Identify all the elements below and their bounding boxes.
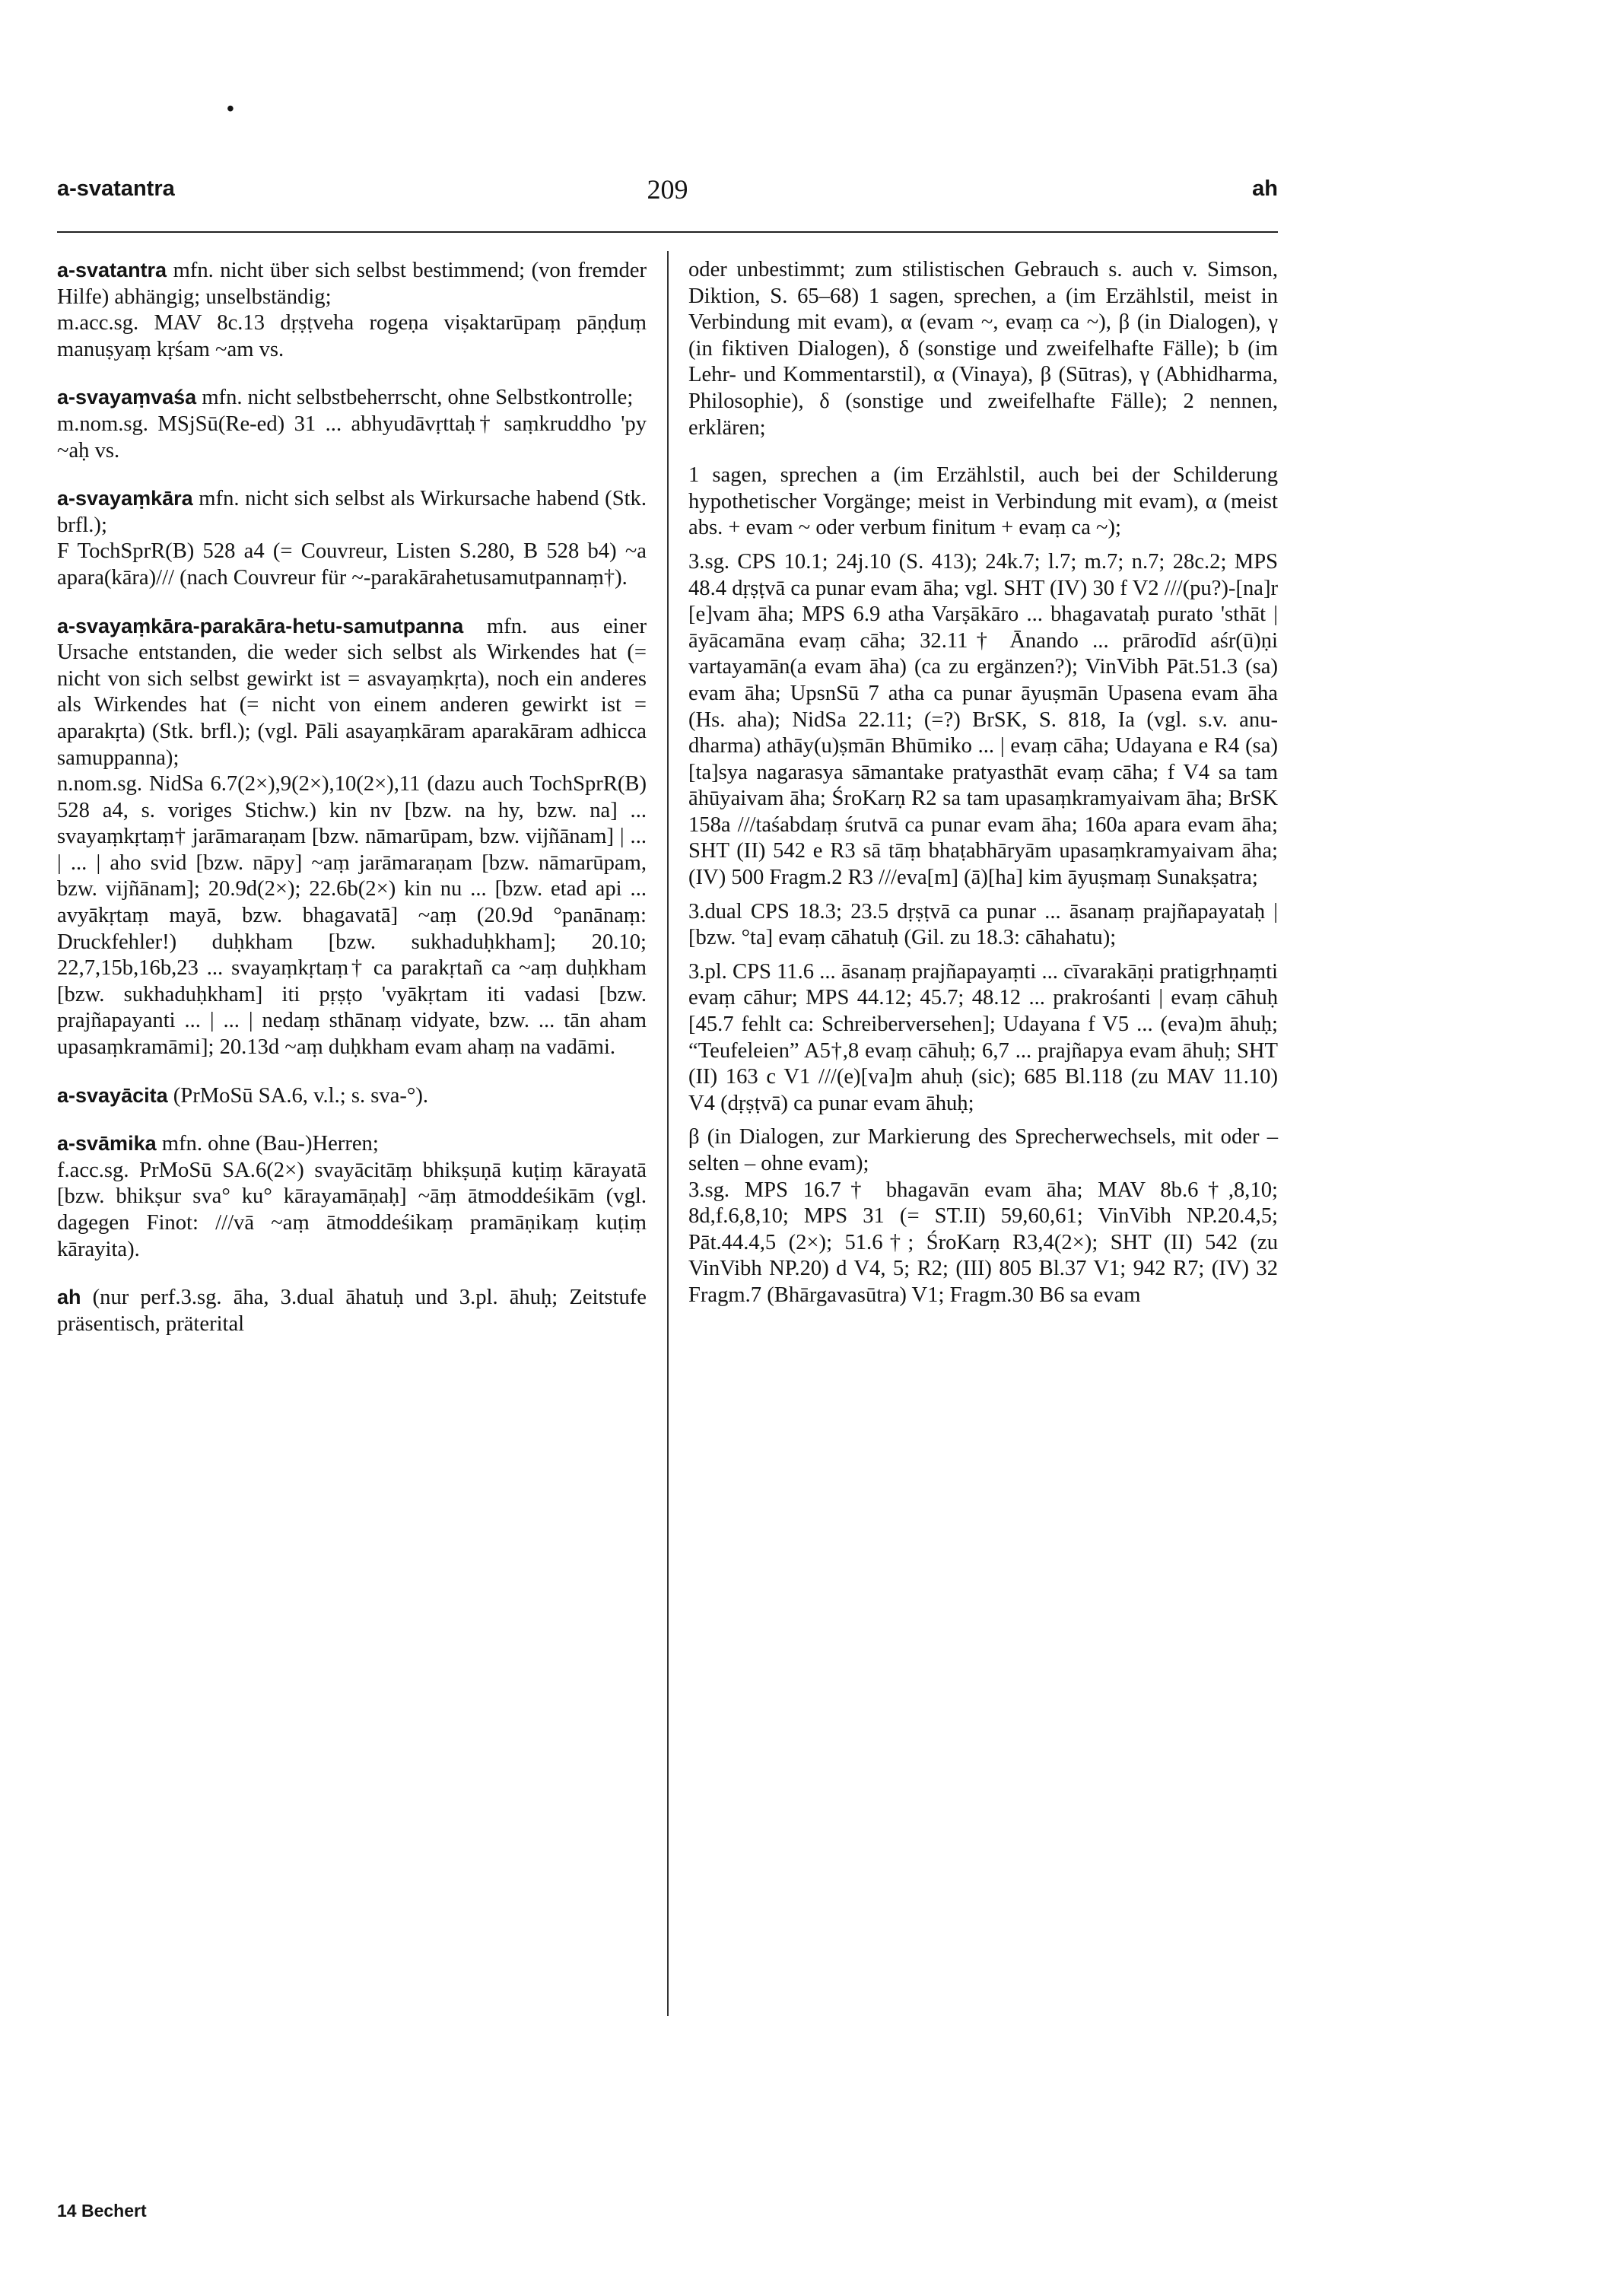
entry-text: mfn. ohne (Bau-)Herren; xyxy=(156,1132,379,1156)
entry-paragraph xyxy=(57,539,647,591)
entry-text: mfn. aus einer Ursache entstanden, die weder sich selbst als Wirkendes hat (= nicht von sich selbst gewirkt ist = asvayaṃkṛta), noch ein anderes als Wirkendes hat (= nicht von einem anderen gewirkt ist = aparakṛta) (Stk. brfl.); (vgl. Pāli asayaṃkāram aparakāram adhicca samuppanna); xyxy=(57,614,647,770)
entry-paragraph xyxy=(688,463,1278,542)
entry-headword: a-svayaṃvaśa xyxy=(57,386,197,409)
header-rule xyxy=(57,231,1278,233)
right-column xyxy=(688,257,1278,1309)
entry-text: m.nom.sg. MSjSū(Re-ed) 31 ... abhyudāvṛttaḥ† saṃkruddho 'py ~aḥ vs. xyxy=(57,412,647,463)
entry-paragraph xyxy=(57,412,647,464)
entry-headword: a-svāmika xyxy=(57,1132,157,1156)
entry-paragraph xyxy=(57,1284,647,1337)
entry-paragraph xyxy=(688,899,1278,952)
entry-paragraph xyxy=(57,384,647,412)
entry-text: 3.dual CPS 18.3; 23.5 dṛṣṭvā ca punar ... āsanaṃ prajñapayataḥ | [bzw. °ta] evaṃ cāhatuḥ (Gil. zu 18.3: cāhahatu); xyxy=(688,899,1278,950)
entry-headword: ah xyxy=(57,1286,81,1309)
entry-text: f.acc.sg. PrMoSū SA.6(2×) svayācitāṃ bhikṣuṇā kuṭiṃ kārayatā [bzw. bhikṣur sva° ku° kārayamāṇaḥ] ~āṃ ātmoddeśikām (vgl. dagegen Finot: ///vā ~aṃ ātmoddeśikaṃ pramāṇikaṃ kuṭiṃ kārayita). xyxy=(57,1158,647,1261)
entry-paragraph xyxy=(688,1124,1278,1177)
entry-text: n.nom.sg. NidSa 6.7(2×),9(2×),10(2×),11 (dazu auch TochSprR(B) 528 a4, s. voriges Stichw.) kin nv [bzw. na hy, bzw. na] ... svayaṃkṛtaṃ† jarāmaraṇam [bzw. nāmarūpam, bzw. vijñānam] | ... | ... | aho svid [bzw. nāpy] ~aṃ jarāmaraṇam [bzw. nāmarūpam, bzw. vijñānam]; 20.9d(2×); 22.6b(2×) kin nu ... [bzw. etad api ... avyākṛtaṃ mayā, bzw. bhagavatā] ~aṃ (20.9d °panānaṃ: Druckfehler!) duḥkham [bzw. sukhaduḥkham]; 20.10; 22,7,15b,16b,23 ... svayaṃkṛtaṃ† ca parakṛtañ ca ~aṃ duḥkham [bzw. sukhaduḥkham] iti pṛṣṭo 'vyākṛtam iti vadasi [bzw. prajñapayanti ... | ... | nedaṃ sthānaṃ vidyate, bzw. ... tān aham upasaṃkramāmi]; 20.13d ~aṃ duḥkham evam ahaṃ na vadāmi. xyxy=(57,772,647,1060)
entry-headword: a-svayaṃkāra xyxy=(57,487,193,510)
column-divider xyxy=(667,251,669,2016)
entry-text: (PrMoSū SA.6, v.l.; s. sva-°). xyxy=(167,1083,429,1108)
entry-paragraph xyxy=(688,959,1278,1117)
entry-paragraph xyxy=(57,1130,647,1158)
page-number: 209 xyxy=(647,174,688,205)
entry-headword: a-svayaṃkāra-parakāra-hetu-samutpanna xyxy=(57,614,464,637)
header-right-headword: ah xyxy=(1252,176,1278,201)
top-mark: • xyxy=(227,97,234,121)
header-left-headword: a-svatantra xyxy=(57,176,175,201)
entry-paragraph xyxy=(57,257,647,310)
entry-text: 1 sagen, sprechen a (im Erzählstil, auch bei der Schilderung hypothetischer Vorgänge; meist in Verbindung mit evam), α (meist abs. + evam ~ oder verbum finitum + evaṃ ca ~); xyxy=(688,463,1278,540)
entry-text: 3.sg. MPS 16.7† bhagavān evam āha; MAV 8b.6†,8,10; 8d,f.6,8,10; MPS 31 (= ST.II) 59,60,61; VinVibh NP.20.4,5; Pāt.44.4,5 (2×); 51.6†; ŚroKarṇ R3,4(2×); SHT (II) 542 (zu VinVibh NP.20) d V4, 5; R2; (III) 805 Bl.37 V1; 942 R7; (IV) 32 Fragm.7 (Bhārgavasūtra) V1; Fragm.30 B6 sa evam xyxy=(688,1178,1278,1307)
entry-paragraph xyxy=(57,1083,647,1110)
entry-text: oder unbestimmt; zum stilistischen Gebrauch s. auch v. Simson, Diktion, S. 65–68) 1 sagen, sprechen, a (im Erzählstil, meist in Verbindung mit evam), α (evam ~, evaṃ ca ~), β (in Dialogen), γ (in fiktiven Dialogen), δ (sonstige und zweifelhafte Fälle); b (im Lehr- und Kommentarstil), α (Vinaya), β (Sūtras), γ (Abhidharma, Philosophie), δ (sonstige und zweifelhafte Fälle); 2 nennen, erklären; xyxy=(688,258,1278,440)
entry-text: mfn. nicht selbstbeherrscht, ohne Selbstkontrolle; xyxy=(196,386,634,410)
entry-paragraph xyxy=(57,613,647,772)
entry-paragraph xyxy=(57,485,647,539)
entry-paragraph xyxy=(688,257,1278,441)
entry-text: F TochSprR(B) 528 a4 (= Couvreur, Listen S.280, B 528 b4) ~a apara(kāra)/// (nach Couvreur für ~-parakārahetusamutpannaṃ†). xyxy=(57,539,647,590)
entry-text: β (in Dialogen, zur Markierung des Sprecherwechsels, mit oder – selten – ohne evam); xyxy=(688,1125,1278,1175)
entry-headword: a-svayācita xyxy=(57,1083,168,1107)
entry-paragraph xyxy=(688,1178,1278,1309)
entry-paragraph xyxy=(57,1158,647,1263)
entry-text: (nur perf.3.sg. āha, 3.dual āhatuḥ und 3.pl. āhuḥ; Zeitstufe präsentisch, präterital xyxy=(57,1286,647,1336)
running-header xyxy=(57,176,1278,215)
entry-text: 3.sg. CPS 10.1; 24j.10 (S. 413); 24k.7; l.7; m.7; n.7; 28c.2; MPS 48.4 dṛṣṭvā ca punar evam āha; vgl. SHT (IV) 30 f V2 ///(pu?)-[na]r [e]vam āha; MPS 6.9 atha Varṣākāro ... bhagavataḥ purato 'sthāt | āyācamāna evaṃ cāha; 32.11† Ānando ... prārodīd aśr(ū)ṇi vartayamān(a evam āha) (ca zu ergänzen?); VinVibh Pāt.51.3 (sa) evam āha; UpsnSū 7 atha ca punar āyuṣmān Upasena evam āha (Hs. aha); NidSa 22.11; (=?) BrSK, S. 818, Ia (vgl. s.v. anu-dharma) athāy(u)ṣmān Bhūmiko ... | evaṃ cāha; Udayana e R4 (sa) [ta]sya nagarasya sāmantake pratyasthāt evaṃ cāha; f V4 sa tam āhūyaivam āha; ŚroKarṇ R2 sa tam upasaṃkramyaivam āha; BrSK 158a ///taśabdaṃ śrutvā ca punar evam āha; 160a apara evam āha; SHT (II) 542 e R3 sā tāṃ bhaṭabhāryām upasaṃkramyaivam āha; (IV) 500 Fragm.2 R3 ///eva[m] (ā)[ha] kim āyuṣmaṃ Sunakṣatra; xyxy=(688,549,1278,890)
entry-paragraph xyxy=(57,310,647,363)
footer-signature: 14 Bechert xyxy=(57,2201,147,2221)
left-column xyxy=(57,257,647,1337)
entry-headword: a-svatantra xyxy=(57,259,167,281)
entry-paragraph xyxy=(57,771,647,1061)
entry-text: mfn. nicht sich selbst als Wirkursache habend (Stk. brfl.); xyxy=(57,487,647,537)
entry-paragraph xyxy=(688,549,1278,892)
entry-text: 3.pl. CPS 11.6 ... āsanaṃ prajñapayaṃti ... cīvarakāṇi pratigṛhṇaṃti evaṃ cāhur; MPS 44.12; 45.7; 48.12 ... prakrośanti | evaṃ cāhuḥ [45.7 fehlt ca: Schreiberversehen]; Udayana f V5 ... (eva)m āhuḥ; “Teufeleien” A5†,8 evaṃ cāhuḥ; 6,7 ... prajñapya evam āhuḥ; SHT (II) 163 c V1 ///(e)[va]m ahuḥ (sic); 685 Bl.118 (zu MAV 11.10) V4 (dṛṣṭvā) ca punar evam āhuḥ; xyxy=(688,959,1278,1115)
entry-text: m.acc.sg. MAV 8c.13 dṛṣṭveha rogeṇa viṣaktarūpaṃ pāṇḍuṃ manuṣyaṃ kṛśam ~am vs. xyxy=(57,311,647,361)
entry-text: mfn. nicht über sich selbst bestimmend; (von fremder Hilfe) abhängig; unselbständig; xyxy=(57,259,647,309)
